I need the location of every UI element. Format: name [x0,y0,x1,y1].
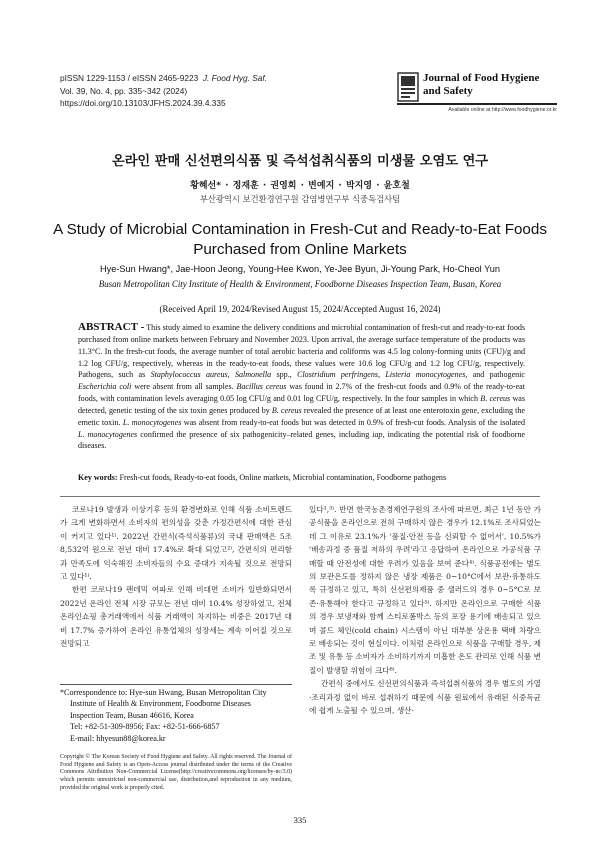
english-title [0,220,600,260]
keywords-label: Key words: [78,473,118,482]
abstract-text: confirmed the presence of six pathogenicity–related genes, including [137,429,373,439]
keywords-text: Fresh-cut foods, Ready-to-eat foods, Online markets, Microbial contamination, Foodborne pathogens [117,473,447,482]
abstract-text: were absent from all samples. [131,382,237,392]
correspondence-line: *Correspondence to: Hye-sun Hwang, Busan Metropolitan City [60,688,267,697]
english-title-line2: Purchased from Online Markets [193,241,407,258]
correspondence-line: Institute of Health & Environment, Foodborne Diseases [70,699,251,709]
english-authors: Hye-Sun Hwang*, Jae-Hoon Jeong, Young-Hee Kwon, Ye-Jee Byun, Ji-Young Park, Ho-Cheol Yun [100,264,500,274]
journal-title [423,72,563,98]
body-column-right [309,503,541,718]
abstract-species: Staphylococcus aureus, Salmonella [150,370,272,380]
keywords [78,473,525,482]
abstract-text: was found in 2.7% of the fresh-cut foods and 0.9% of the ready-to-eat foods, with contamination levels averaging 0.05 log CFU/g and 0.01 log CFU/g, respectively. In the four samples in which [78,382,525,404]
volume-line: Vol. 39, No. 4, pp. 335~342 (2024) [60,85,188,96]
english-affiliation: Busan Metropolitan City Institute of Health & Environment, Foodborne Diseases Inspection Team, Busan, Korea [98,279,502,289]
abstract-species: Clostridium perfringens, Listeria monocytogenes, [297,370,468,380]
journal-url[interactable]: Available online at http://www.foodhygiene.or.kr [448,107,557,113]
body-paragraph: 있다¹,³⁾. 반면 한국농촌경제연구원의 조사에 따르면, 최근 1년 동안 가공식품을 온라인으로 전혀 구매하지 않은 경우가 12.1%로 조사되었는데 그 이유로 23.1%가 '품질·안전 등을 신뢰할 수 없어서', 10.5%가 '배송과정 중 품질 저하의 우려'라고 응답하여 온라인으로 가공식품 구매할 때 안전성에 대한 우려가 있음을 보여 준다⁴⁾. 식품공전에는 별도의 보관온도를 정하지 않은 냉장 제품은 0~10°C에서 보관·유통하도록 규정하고 있고, 특히 신선편의제품 중 샐러드의 경우 0~5°C로 보존·유통해야 한다고 규정하고 있다⁵⁾. 하지만 온라인으로 구매한 식품의 경우 보냉재와 함께 스티로폼박스 등의 포장 용기에 배송되고 있으며 콜드 체인(cold chain) 시스템이 아닌 대부분 상온용 택배 차량으로 배송되는 것이 현실이다. 이처럼 온라인으로 식품을 구매할 경우, 제조 및 유통 등 소비자가 소비하기까지 미흡한 온도 관리로 인해 식품 변질이 발생할 위험이 크다⁶⁾. [309,505,541,675]
abstract [78,322,525,452]
body-paragraph: 한편 코로나19 팬데믹 여파로 인해 비대면 소비가 일반화되면서 2022년 온라인 전체 시장 규모는 전년 대비 10.4% 성장하였고, 전체 온라인쇼핑 총거래액에서 식품 거래액이 차지하는 비중은 2017년 대비 17.7% 증가하여 온라인 유통업체의 성장세는 계속 이어질 것으로 전망되고 [60,585,292,649]
abstract-species: L. monocytogenes [78,429,138,439]
journal-abbrev: J. Food Hyg. Saf. [202,73,267,83]
abstract-species: B. cereus [271,405,302,415]
abstract-text: This study aimed to examine the delivery conditions and microbial contamination of fresh-cut and ready-to-eat foods purchased from online markets between February and November 2023. Upon arrival, the average surface temperature of the products was 11.3°C. In the fresh-cut foods, the average number of total aerobic bacteria and coliforms was 4.5 log colony-forming units (CFU)/g and 1.2 log CFU/g, respectively, whereas in the ready-to-eat foods, these values were 10.6 log CFU/g and 1.2 log CFU/g, respectively. Pathogens, such as [78,323,526,380]
abstract-label: ABSTRACT - [78,321,145,333]
korean-authors: 황혜선* · 정재훈 · 권영희 · 변예지 · 박지영 · 윤호철 [190,181,410,191]
body-paragraph: 간편식 중에서도 신선편의식품과 즉석섭취식품의 경우 별도의 가열·조리과정 없이 바로 섭취하기 때문에 식품 원료에서 유래된 식중독균에 쉽게 노출될 수 있으며, 생산· [309,679,541,716]
doi-link[interactable]: https://doi.org/10.13103/JFHS.2024.39.4.335 [60,98,226,108]
abstract-species: Escherichia coli [78,382,132,392]
body-paragraph: 코로나19 발생과 이상기후 등의 환경변화로 인해 식품 소비트렌드가 크게 변화하면서 소비자의 편의성을 갖춘 가정간편식에 대한 관심이 커지고 있다¹⁾. 2022년 간편식(즉석식품류)의 국내 판매액은 5조 8,532억 원으로 전년 대비 17.4%로 확대 되었고²⁾, 간편식의 편리함과 만족도에 익숙해진 소비자들의 수요 증대가 지속될 것으로 전망되고 있다¹⁾. [60,505,292,582]
journal-rule [397,103,557,105]
correspondence-line: Inspection Team, Busan 46616, Korea [70,710,194,720]
korean-title: 온라인 판매 신선편의식품 및 즉석섭취식품의 미생물 오염도 연구 [111,154,489,169]
body-column-left [60,503,292,650]
abstract-species: B. cereus [480,394,511,404]
journal-title-line1: Journal of Food Hygiene [423,72,540,84]
footnote-rule [60,684,292,685]
issn-line: pISSN 1229-1153 / eISSN 2465-9223 [60,73,199,83]
journal-title-line2: and Safety [423,85,473,97]
abstract-text: indicating the potential risk of foodborne diseases. [78,429,525,451]
correspondence-email[interactable]: E-mail: hhyesun88@korea.kr [70,733,166,743]
abstract-text: and pathogenic [467,370,525,380]
journal-emblem-icon [397,72,419,102]
abstract-text: was detected, genetic testing of the six toxin genes produced by [78,394,525,415]
abstract-text: spp., [271,370,298,380]
correspondence [60,687,292,744]
korean-affiliation: 부산광역시 보건환경연구원 감염병연구부 식중독검사팀 [199,194,401,204]
correspondence-phone: Tel: +82-51-309-8956; Fax: +82-51-666-6857 [70,722,220,732]
article-metadata [60,72,267,110]
abstract-species: Bacillus cereus [236,382,287,392]
abstract-species: L. monocytogenes [122,417,182,427]
english-title-line1: A Study of Microbial Contamination in Fresh-Cut and Ready-to-Eat Foods [53,221,547,238]
page-number: 335 [293,815,307,825]
received-dates: (Received April 19, 2024/Revised August 15, 2024/Accepted August 16, 2024) [159,304,441,314]
section-divider [60,496,540,497]
abstract-text: revealed the presence of at least one enterotoxin gene, excluding the emetic toxin. [78,405,525,427]
copyright-notice: Copyright © The Korean Society of Food Hygiene and Safety. All rights reserved. The Journal of Food Hygiene and Safety is an Open-Access journal distributed under the terms of the Creative Commons Attribution Non-Commercial License(http://creativecommons.org/licenses/by-nc/3.0) which permits unrestricted non-commercial use, distribution,and reproduction in any medium, provided the original work is properly cited. [60,754,292,791]
abstract-gene: iap, [372,429,385,439]
abstract-text: was absent from ready-to-eat foods but was detected in 0.9% of fresh-cut foods. Analysis of the isolated [181,417,525,427]
